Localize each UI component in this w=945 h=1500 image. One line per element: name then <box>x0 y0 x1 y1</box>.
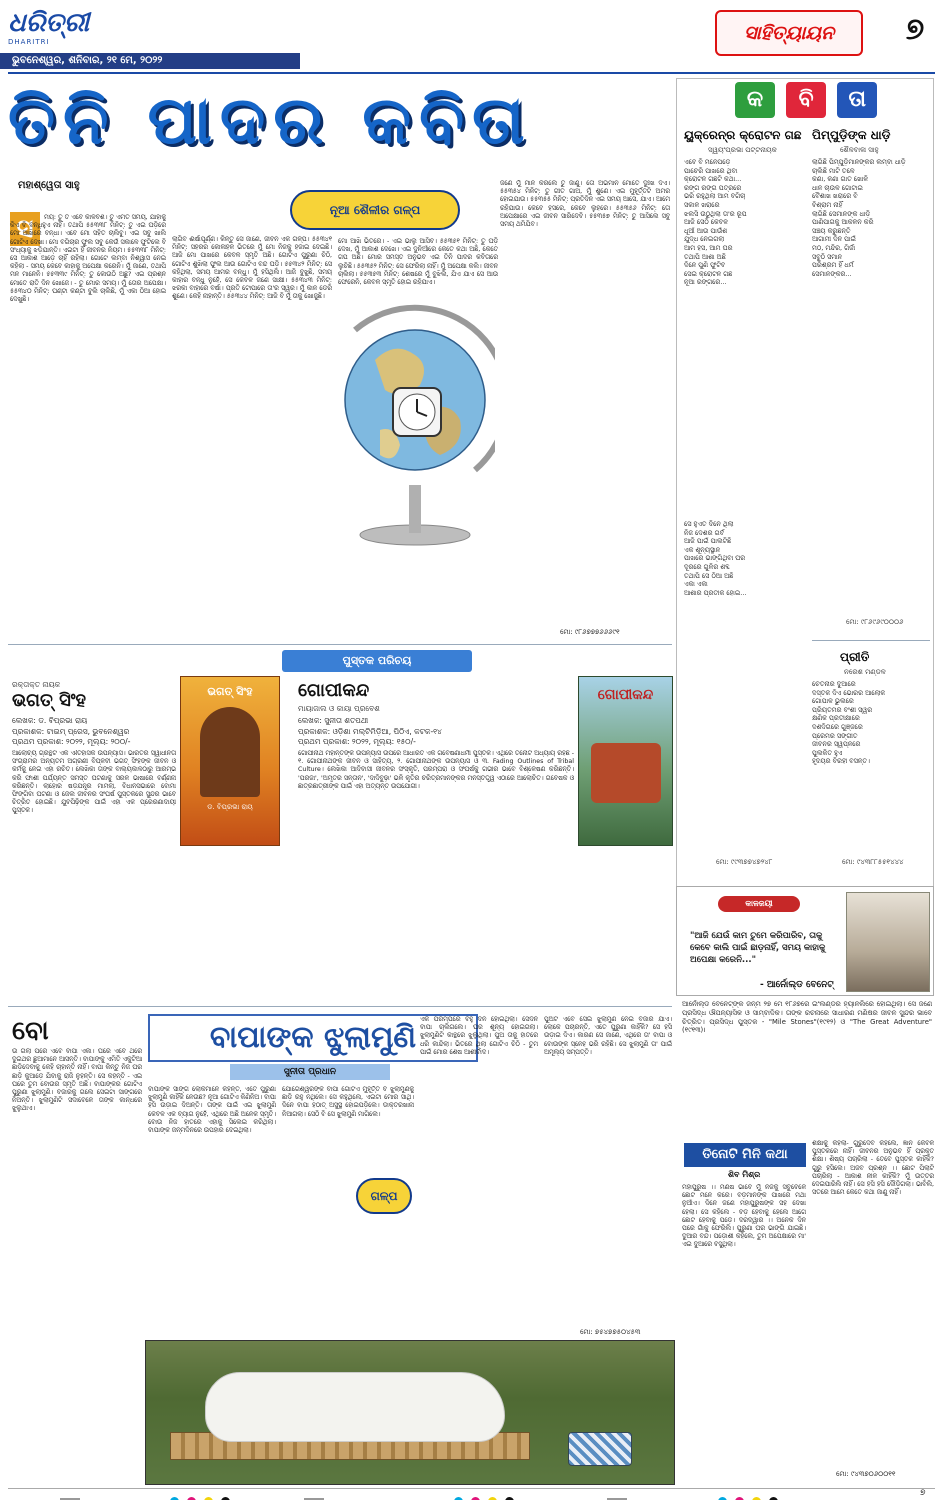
book-review-banner: ପୁସ୍ତକ ପରିଚୟ <box>282 650 472 672</box>
lead-column-4: ଜଣେ ମୁଁ ମାନ କରିଲେ ତୁ ଜାଣୁ। ତୋ ଅଭିମାନ ମୋତେ ଦୁଃଖ ଦିଏ। ୫୫୩୫୪ ମିନିଟ୍: ତୁ ଗୀତ ଗାଅ, ମୁଁ ଶୁଣେ। ଏଇ ମୁହୂର୍ତ୍ତଟି ଅମର ହୋଇଯାଉ। ୫୫୩୫୫ ମିନିଟ୍: ପ୍ରତିଦିନ ଏଇ ସମୟ ଆସେ, ଯାଏ। ଆମେ ରହିଯାଉ। କେବେ ହସରେ, କେବେ ଲୁହରେ। ୫୫୩୫୬ ମିନିଟ୍: ତୋ ଅପେକ୍ଷାରେ ଏଇ ଜୀବନ ସାରିଦେବି। ୫୫୩୫୭ ମିନିଟ୍: ତୁ ଆସିଲେ ସବୁ ସମୟ ଥମିଯିବ। <box>500 180 670 229</box>
book-2-cover-title: ଗୋପୀକନ୍ଦ <box>597 687 654 703</box>
newspaper-logo <box>8 8 90 48</box>
mini-stories-author: ଶିବ ମିଶ୍ର <box>728 1170 761 1179</box>
poem-2-body: ଲାଗିଛି ପିମ୍ପୁଡ଼ିମାନଙ୍କର ଲମ୍ବା ଧାଡ଼ି ଚାଲିଛି ମାଟି ତଳେ କଣା, କଣା ଗାତ ଖୋଳି ଧାନ ଚାଉଳ ଗୋଟାଇ ବୈଶାଖ ଖରାରେ ବି ବିଶ୍ରାମ ନାହିଁ ଲାଗିଛି ସେମାନଙ୍କ ଧାଡ଼ି ପାଣିପାଗକୁ ଆକଳନ କରି ସଞ୍ଚୟ କରୁଛନ୍ତି ଆଗାମୀ ଦିନ ପାଇଁ ମଠ, ମନ୍ଦିର, ଗିର୍ଜା ସବୁଠି ସମାନ ପରିଶ୍ରମ ହିଁ ଧର୍ମ ସେମାନଙ୍କର... <box>812 158 906 278</box>
quote-text: "ଆଜି ଯେଉଁ କାମ ତୁମେ କରିପାରିବ, ତାକୁ କେବେ କାଲି ପାଇଁ ଛାଡ଼ନାହିଁ, ସମୟ କାହାକୁ ଅପେକ୍ଷା କରେନି..." <box>690 931 826 965</box>
mini-stories-title: ତିନୋଟି ମିନି କଥା <box>684 1143 806 1167</box>
lead-contact: ମୋ: ୯୮୬୭୭୭୬୬୬୯୧ <box>560 628 620 636</box>
story-2-dropcap: ବୋ <box>12 1016 49 1046</box>
story-2-column-4: ଏକ ପରିମ୍ପରେ ବହୁ ଦିନ ହୋଇଥିଲା। ସେଦିନ ବାପା ଚାଲିଗଲେ। ଘର ଶୂନ୍ୟ ହୋଇଗଲା। ଝୁଲାମୁଣିଟି କାନ୍ଥରେ ଝୁଲୁଥିଲା। ପୁଅ ତାକୁ ହାତରେ ଧରି କାନ୍ଦିଲା। ଭିତରେ ଥିଲା ଗୋଟିଏ ଚିଠି - ତୁମ ପାଇଁ ମୋର ଶେଷ ଆଶୀର୍ବାଦ। <box>420 1016 538 1056</box>
registration-marks <box>60 1491 781 1500</box>
photo-shroud <box>205 1372 505 1442</box>
poem-2-title: ପିମ୍ପୁଡ଼ିଙ୍କ ଧାଡ଼ି <box>812 128 891 142</box>
poem-1-continued: ସେ ହୁଏତ ଦିନେ ଥିଲା ନିଜ ଦେଶର ଗର୍ବ ଆଜି ପାଇଁ ପାଲଟିଛି ଏକ ଶୂନ୍ୟସ୍ଥାନ ପାଖରେ ଭାଙ୍ଗିଥିବା ଘର ଦୂରରେ ଗୁଳିର ଶବ୍ଦ ତଥାପି ସେ ଠିଆ ଅଛି ଏକା ଏକା ଆଶାର ପ୍ରତୀକ ହୋଇ... <box>684 520 747 597</box>
story-2-column-2: ବାପାଙ୍କ ସାଙ୍ଗ ଲୋକମାନେ କହନ୍ତି, ଏତେ ପୁରୁଣା ଝୁଲାମୁଣି କାହିଁକି ନେଉଛ? ନୂଆ ଗୋଟିଏ କିଣିନିଅ। ବାପା ହସି ଉଡ଼ାଇ ଦିଅନ୍ତି। ତାଙ୍କ ପାଇଁ ଏଇ ଝୁଲାମୁଣି କେବଳ ଏକ ବ୍ୟାଗ ନୁହେଁ, ଏଥିରେ ଅଛି ଅନେକ ସ୍ମୃତି। ବୋଉ ନିଜ ହାତରେ ଏହାକୁ ସିଲେଇ କରିଥିଲା। ବାପାଙ୍କ ଜନ୍ମଦିନରେ ଉପହାର ଦେଇଥିଲା। <box>148 1086 276 1135</box>
quote-attribution: - ଆର୍ନୋଲ୍ଡ ବେନେଟ୍ <box>760 980 834 990</box>
poem-3-title: ପ୍ରୀତି <box>840 650 870 664</box>
poems-header-letter-1: କ <box>735 82 775 118</box>
book-1-review-b <box>12 852 280 976</box>
book-1-cover <box>180 676 280 846</box>
poem-divider <box>812 640 930 641</box>
lead-dropcap: ସ <box>10 212 40 246</box>
mini-stories-column-2: ଶିକ୍ଷାକୁ କହିଲା- ଗୁରୁଦେବ କହିଲେ, ଜ୍ଞାନ କେବଳ ପୁସ୍ତକରେ ନାହିଁ। ଜୀବନର ଅନୁଭବ ହିଁ ପ୍ରକୃତ ଶିକ୍ଷା। ଶିଷ୍ୟ ପଚାରିଲା - ତେବେ ପୁସ୍ତକ କାହିଁକି? ଗୁରୁ ହସିଲେ। ଅଜବ ପ୍ରଶ୍ନ ।। ଛୋଟ ପିଲାଟି ପଚାରିଲା - ଆକାଶ ନୀଳ କାହିଁକି? ମୁଁ ଉତ୍ତର ଦେଇପାରିଲି ନାହିଁ। ସେ ହସି ହସି ଦୌଡ଼ିଗଲା। ଭାବିଲି, ସତରେ ଆମେ କେତେ କଥା ଜାଣୁ ନାହିଁ। <box>812 1140 934 1197</box>
lead-column-2: ଲାଗିବ ଈର୍ଷାପୂର୍ଣ୍ଣ। କିନ୍ତୁ ସେ ଜାଣେ, ଜୀବନ ଏକ ଗଳ୍ପ। ୫୫୩୪୧ ମିନିଟ୍: ସହରର କୋଳାହଳ ଭିତରେ ମୁଁ ମୋ ନିଜକୁ ହଜାଇ ଦେଇଛି। ଆଜି ମୋ ପାଖରେ କେବଳ ସ୍ମୃତି ଅଛି। ଗୋଟିଏ ପୁରୁଣା ଚିଠି, ଗୋଟିଏ ଶୁଖିଲା ଫୁଲ ଆଉ ଗୋଟିଏ ବନ୍ଦ ଘଡ଼ି। ୫୫୩୪୨ ମିନିଟ୍: ସେ କହିଥିଲା, ସମୟ ଆମର ବନ୍ଧୁ। ମୁଁ ହସିଥିଲି। ଆଜି ବୁଝୁଛି, ସମୟ କାହାର ବନ୍ଧୁ ନୁହେଁ, ସେ କେବଳ ଜଣେ ସାକ୍ଷୀ। ୫୫୩୪୩ ମିନିଟ୍: ଝରକା ବାହାରେ ବର୍ଷା। ପ୍ରତି ଟୋପାରେ ତା'ର ସ୍ୱର। ମୁଁ କାନ ଡେରି ଶୁଣେ। କେହି ନାହାନ୍ତି। ୫୫୩୪୪ ମିନିଟ୍: ଆଜି ବି ମୁଁ ତାକୁ ଖୋଜୁଛି। <box>172 236 332 301</box>
photo-shoulder-bag <box>568 1432 632 1466</box>
book-2-title: ଗୋପୀକନ୍ଦ <box>298 680 370 701</box>
book-1-review-a: ଆଲୋଚ୍ୟ ଗ୍ରନ୍ଥଟି ଏକ ଐତିହାସିକ ଉପନ୍ୟାସ। ଭାରତର ସ୍ୱାଧୀନତା ସଂଗ୍ରାମର ଅନ୍ୟତମ ଅଗ୍ରଣୀ ବିପ୍ଳବୀ ଭଗତ୍ ସିଂହଙ୍କ ଜୀବନ ଓ କର୍ମକୁ ନେଇ ଏହା ରଚିତ। ଲେଖିକା ତାଙ୍କ ବାଲ୍ୟକାଳଠାରୁ ଆରମ୍ଭ କରି ଫାଶୀ ପର୍ଯ୍ୟନ୍ତ ସମସ୍ତ ଘଟଣାକୁ ସରଳ ଭାଷାରେ ବର୍ଣ୍ଣନା କରିଛନ୍ତି। ଲାହୋର ଷଡ଼ଯନ୍ତ୍ର ମାମଲା, ବିଧାନସଭାରେ ବୋମା ଫିଙ୍ଗିବା ଘଟଣା ଓ ଜେଲ ଜୀବନର ସଂଘର୍ଷ ପୁସ୍ତକରେ ସୁନ୍ଦର ଭାବେ ଚିତ୍ରିତ ହୋଇଛି। ଯୁବପିଢ଼ିଙ୍କ ପାଇଁ ଏହା ଏକ ପ୍ରେରଣାଦାୟୀ ପୁସ୍ତକ। <box>12 750 176 815</box>
book-1-cover-title: ଭଗତ୍ ସିଂହ <box>207 685 253 698</box>
lead-author: ମହାଶ୍ୱେତା ସାହୁ <box>18 180 80 191</box>
lead-column-3b <box>338 555 498 635</box>
mini-stories-column-1: ମହାପୁରୁଷ ।। ମଣିଷ ଭାବେ ମୁଁ ନିଜକୁ ସବୁବେଳେ ଛୋଟ ମନେ କରେ। ବଡ଼ମାନଙ୍କ ପାଖରେ ମଥା ନୁଆଁଏ। ଦିନେ ଜଣେ ମହାପୁରୁଷଙ୍କ ସହ ଦେଖା ହେଲା। ସେ କହିଲେ - ବଡ଼ ହେବାକୁ ହେଲେ ଆଗେ ଛୋଟ ହେବାକୁ ପଡ଼େ। ଦରଦ୍ୱାର ।। ଅନେକ ଦିନ ପରେ ଗାଁକୁ ଫେରିଲି। ପୁରୁଣା ଘର ଭାଙ୍ଗି ଯାଇଛି। ଦୁଆର ବନ୍ଦ। ପଡ଼ୋଶୀ କହିଲେ, ତୁମ ଅପେକ୍ଷାରେ ମା' ଏଇ ଦୁଆରେ ବସୁଥିଲା। <box>682 1184 806 1249</box>
story-2-column-5: ପୁଅଟି ଏବେ ସେଇ ଝୁଲାମୁଣି ନେଇ ବଜାର ଯାଏ। ଲୋକେ ପଚାରନ୍ତି, ଏତେ ପୁରୁଣା କାହିଁକି? ସେ ହସି ଉଡ଼ାଇ ଦିଏ। କାରଣ ସେ ଜାଣେ, ଏଥିରେ ତା' ବାପା ଓ ବୋଉଙ୍କ ସ୍ନେହ ଭରି ରହିଛି। ସେ ଝୁଲାମୁଣି ତା' ପାଇଁ ଅମୂଲ୍ୟ ସମ୍ପତ୍ତି। <box>544 1016 672 1056</box>
footer-page-number: ୭ <box>920 1488 926 1498</box>
poem-3-contact: ମୋ: ୯୪୩୮୮୫୫୧୪୪୪ <box>842 858 904 866</box>
section-divider <box>8 644 672 645</box>
book-1-cover-author: ଡ. ବିପ୍ରଭା ରାୟ <box>207 803 253 811</box>
poem-1-title: ୟୁକ୍ରେନ୍‌ର କ୍ରୋଟନ ଗଛ <box>684 128 802 142</box>
logo-title: ଧରିତ୍ରୀ <box>8 8 90 38</box>
lead-headline: ତିନି ପାଦର କବିତା <box>8 82 533 159</box>
book-2-cover-figures <box>591 743 661 803</box>
book-2-meta: ଲେଖକ: ସୁନୀତା ଶତପଥୀ ପ୍ରକାଶକ: ଓଡ଼ିଶା ମଲ୍ଟିମିଡ଼ିଆ, ପିଠିଏ, କଟକ-୧୪ ପ୍ରଥମ ପ୍ରକାଶ: ୨୦୨୨, ମୂଲ୍ୟ: ୧୫୦/- <box>298 716 442 746</box>
section-divider-2 <box>8 1006 672 1007</box>
story-2-author: ସୁନୀତା ପ୍ରଧାନ <box>230 1064 390 1080</box>
story-2-column-1: ଉ ଗଲା ପରେ ଏବେ ବାପା ଏକା। ଘରେ ଏବେ ଥରେ ଦୁଇଥର ଛୁଆମାନେ ଆସନ୍ତି। ବାପାଙ୍କୁ ଏମିତି ଏକୁଟିଆ ଛାଡ଼ିଦେବାକୁ କେହି ଚାହାନ୍ତି ନାହିଁ। ବାପା କିନ୍ତୁ ନିଜ ଘର ଛାଡ଼ି କୁଆଡ଼େ ଯିବାକୁ ରାଜି ନୁହନ୍ତି। ସେ କହନ୍ତି - ଏଇ ଘରେ ତୁମ ବୋଉର ସ୍ମୃତି ଅଛି। ବାପାଙ୍କର ଗୋଟିଏ ପୁରୁଣା ଝୁଲାମୁଣି। ବଜାରକୁ ଗଲେ ସେଇଟା ସାଙ୍ଗରେ ନିଅନ୍ତି। ଝୁଲାମୁଣିଟି ସଦାବେଳେ ତାଙ୍କ କାନ୍ଧରେ ଝୁଲୁଥାଏ। <box>12 1048 142 1113</box>
masthead-divider <box>8 72 935 74</box>
dateline: ଭୁବନେଶ୍ୱର, ଶନିବାର, ୨୧ ମେ, ୨୦୨୨ <box>0 53 300 69</box>
poems-header-letter-2: ବି <box>786 82 826 118</box>
story-2-contact: ମୋ: ୭୫୪୭୭୫୦୪୫୩ <box>580 1328 641 1336</box>
poems-header-letter-3: ତା <box>837 82 877 118</box>
poem-1-body: ଏବେ ବି ମନେପଡ଼େ ପାଚେରି ପାଖରେ ଥିବା କ୍ରୋଟନ ଗଛଟି କଥା... ରଙ୍ଗ ରଙ୍ଗ ପତ୍ରରେ ଭରି ରହୁଥିଲା ଆମ ବଗିଚା ସକାଳ ଖରାରେ ଝଲସି ଉଠୁଥିଲା ତା'ର ରୂପ ଆଜି ସେଠି କେବଳ ଧୂଆଁ ଆଉ ପାଉଁଶ ଯୁଦ୍ଧ ନେଇଗଲା ଆମ ହସ, ଆମ ଘର ତଥାପି ଆଶା ଅଛି ଦିନେ ପୁଣି ଫୁଟିବ ସେଇ କ୍ରୋଟନ ଗଛ ନୂଆ ରଙ୍ଗରେ... <box>684 158 747 287</box>
poem-2-contact: ମୋ: ୯୮୬୯୬୯୦୦୦୬ <box>846 618 904 626</box>
book-2-review-a: ଗୋପୀନାଥ ମହାନ୍ତିଙ୍କ ଉପନ୍ୟାସ ଉପରେ ଆଧାରିତ ଏକ ଗବେଷଣାଧର୍ମୀ ପୁସ୍ତକ। ଏଥିରେ ତିନୋଟି ଅଧ୍ୟାୟ ରହିଛି - ୧. ଗୋପୀନାଥଙ୍କ ଜୀବନ ଓ ସାହିତ୍ୟ, ୨. ଗୋପୀନାଥଙ୍କ ଉପନ୍ୟାସ ଓ ୩. Fading Outlines of Tribal Culture। ଲେଖିକା ଆଦିବାସୀ ଜୀବନର ସଂସ୍କୃତି, ପରମ୍ପରା ଓ ସଂଘର୍ଷକୁ ଗଭୀର ଭାବେ ବିଶ୍ଳେଷଣ କରିଛନ୍ତି। 'ପରଜା', 'ଅମୃତର ସନ୍ତାନ', 'ଦାଦିବୁଢ଼ା' ଭଳି କୃତିର ଚରିତ୍ରମାନଙ୍କର ମନସ୍ତତ୍ତ୍ୱ ଏଠାରେ ଆଲୋଚିତ। ଗବେଷକ ଓ ଛାତ୍ରଛାତ୍ରୀଙ୍କ ପାଇଁ ଏହା ଅତ୍ୟନ୍ତ ଉପଯୋଗୀ। <box>298 750 574 790</box>
book-1-meta: ଲେଖକ: ଡ. ବିପ୍ରଭା ରାୟ ପ୍ରକାଶକ: ଟାଇମ୍ ପ୍ରେସ, ଭୁବନେଶ୍ୱର ପ୍ରଥମ ପ୍ରକାଶ: ୨୦୨୨, ମୂଲ୍ୟ: ୨୦୦/- <box>12 716 131 746</box>
page-number: ୭ <box>905 12 925 47</box>
author-portrait <box>846 892 930 992</box>
story-type-badge: ନୂଆ ଶୈଳୀର ଗଳ୍ପ <box>290 190 460 230</box>
book-1-cover-portrait <box>200 707 260 797</box>
book-2-review-b <box>288 852 670 976</box>
quote-label: କାଳଜୟୀ <box>718 896 800 912</box>
story-2-title: ବାପାଙ୍କ ଝୁଲାମୁଣି <box>148 1014 478 1062</box>
poem-3-body: ଚେତନାର ଦୁଆରେ ଦସ୍ତକ ଦିଏ ଭୋରର ଆଲୋକ ଗୋପାଳ ଭୁଲରେ ପ୍ରିୟତମର ବଂଶୀ ସ୍ୱର କ୍ଷଣିକ ପ୍ରତୀକ୍ଷାରେ ଦଶଦିଗରେ ଗୁଞ୍ଜରେ ପ୍ରେମର ସଙ୍ଗୀତ ଜୀବନର ସ୍ୱପ୍ନରେ ପୁଲକିତ ହୁଏ ହୃଦୟର ବିରହୀ ବସନ୍ତ। <box>812 680 886 766</box>
quote-author-bio: ଆର୍ନୋଲ୍ଡ ବେନେଟ୍‌ଙ୍କ ଜନ୍ମ ୨୭ ମେ ୧୮୬୭ରେ ଇଂଲଣ୍ଡର ହ୍ୟାନଲିରେ ହୋଇଥିଲା। ସେ ଜଣେ ପ୍ରସିଦ୍ଧ ଔପନ୍ୟାସିକ ଓ ସାମ୍ବାଦିକ। ତାଙ୍କ ରଚନାରେ ସାଧାରଣ ମଣିଷର ଜୀବନ ସୁନ୍ଦର ଭାବେ ଚିତ୍ରିତ। ପ୍ରସିଦ୍ଧ ପୁସ୍ତକ - "Mile Stones"(୧୯୧୨) ଓ "The Great Adventure"(୧୯୧୩)। <box>682 1000 932 1035</box>
lead-column-1: ମୟ: ତୁ ତ ଏବେ କାଳବଶ। ତୁ ଏମିତି ସମୟ, ଯାହାକୁ କିଏ ବି ବନ୍ଧିହୁଏ ନାହିଁ। ତଥାପି ୫୫୩୩୮ ମିନିଟ୍: ତୁ ଏଇ ଘଡ଼ିରେ ମୋ ଆଖିରେ ବନ୍ଧା। ଏବେ ମୋ ସହିତ ଚାଲିବୁ। ଏଇ ସବୁ ଖାଲି ଗୋଟିଏ ଦେଖା। ମୋ ବଗିଚାର ଫୁଲ ସବୁ କେଉଁ ସକାଳେ ଫୁଟିଲେ ବି ସଂଧ୍ୟାକୁ ଝଡ଼ିଯାନ୍ତି। ଏଇଟା ହିଁ ଜୀବନର ନିୟମ। ୫୫୩୩୮ ମିନିଟ୍: ସେ ଆକାଶ ଆଡ଼େ ଚାହିଁ ରହିଲା। ଗୋଟେ ଲମ୍ବା ନିଶ୍ୱାସ ନେଇ କହିଲା - ସମୟ କେବେ କାହାକୁ ଅପେକ୍ଷା କରେନି। ମୁଁ ଜାଣେ, ତଥାପି ମନ ମାନେନି। ୫୫୩୩୯ ମିନିଟ୍: ତୁ କୋଉଠି ଅଛୁ? ଏଇ ପ୍ରଶ୍ନ ମୋତେ ରାତି ଦିନ ଖୋଜେ। - ତୁ ମୋର ସମୟ। ମୁଁ ତୋର ଅପେକ୍ଷା। ୫୫୩୪୦ ମିନିଟ୍: ଘଣ୍ଟା କଣ୍ଟା ବୁଲି ଚାଲିଛି, ମୁଁ ଏକା ଠିଆ ହୋଇ ଦେଖୁଛି। <box>10 214 166 304</box>
story-2-badge: ଗଳ୍ପ <box>356 1178 412 1214</box>
story-2-column-3: ଯୋଗେଶ୍ୱରଙ୍କ ବାପା ଗୋଟିଏ ମୁହୂର୍ତ୍ତ ବି ଝୁଲାମୁଣିକୁ ଛାଡ଼ି ରହୁ ନଥିଲେ। ସେ କହୁଥିଲେ, ଏଇଟା ମୋର ସାଥି। ଦିନେ ବାପା ହଠାତ୍ ଅସୁସ୍ଥ ହୋଇପଡ଼ିଲେ। ଡାକ୍ତରଖାନା ନିଆଗଲା। ସେଠି ବି ସେ ଝୁଲାମୁଣି ମାଗିଲେ। <box>282 1086 414 1118</box>
poems-header <box>735 82 885 122</box>
section-logo: ସାହିତ୍ୟାୟନ <box>715 10 863 56</box>
poem-3-author: ନରେଶ ମଣ୍ଡଳ <box>844 668 886 676</box>
mini-stories-contact: ମୋ: ୯୪୩୭୦୬୦୦୧୧ <box>836 1470 896 1478</box>
book-1-kicker: ରକ୍ତାକ୍ତ ନାୟକ <box>12 680 61 689</box>
poem-1-contact: ମୋ: ୯୯୩୭୭୪୭୨୪୮ <box>716 858 773 866</box>
logo-subtitle: DHARITRI <box>8 38 50 46</box>
book-2-subtitle: ମାୟାଜାଲ ଓ କାୟା ପ୍ରବେଶ <box>298 704 380 713</box>
lead-column-3a: ମୋ ଆଖି ଭିତରେ। - ଏଇ ଭାଲୁ ଆସିବ। ୫୫୩୫୧ ମିନିଟ୍: ତୁ ଘଡ଼ି ଦେଖ, ମୁଁ ଆକାଶ ଦେଖେ। ଏଇ ଦୁନିଆଁରେ କେତେ କଥା ଅଛି, କେତେ ଗପ ଅଛି। ମୋର ସମସ୍ତ ଅନୁଭବ ଏଇ ତିନି ପାଦର କବିତାରେ ଲୁଚିଛି। ୫୫୩୫୨ ମିନିଟ୍: ସେ ଫେରିଲା ନାହିଁ। ମୁଁ ଅପେକ୍ଷା କଲି। ଜୀବନ ଚାଲିଲା। ୫୫୩୫୩ ମିନିଟ୍: ଶେଷରେ ମୁଁ ବୁଝିଲି, ଯିଏ ଯାଏ ସେ ଆଉ ଫେରେନି, କେବଳ ସ୍ମୃତି ହୋଇ ରହିଯାଏ। <box>338 238 498 287</box>
globe-clock-illustration <box>335 290 495 550</box>
footer-divider <box>8 1488 935 1489</box>
book-1-title: ଭଗତ୍ ସିଂହ <box>12 690 86 711</box>
book-2-cover <box>578 676 673 846</box>
poem-1-author: ସ୍ୱୟଂପ୍ରଭା ପଟ୍ଟନାୟକ <box>708 146 777 154</box>
poem-2-author: ଶୈଳବାଳା ସାହୁ <box>840 146 879 154</box>
